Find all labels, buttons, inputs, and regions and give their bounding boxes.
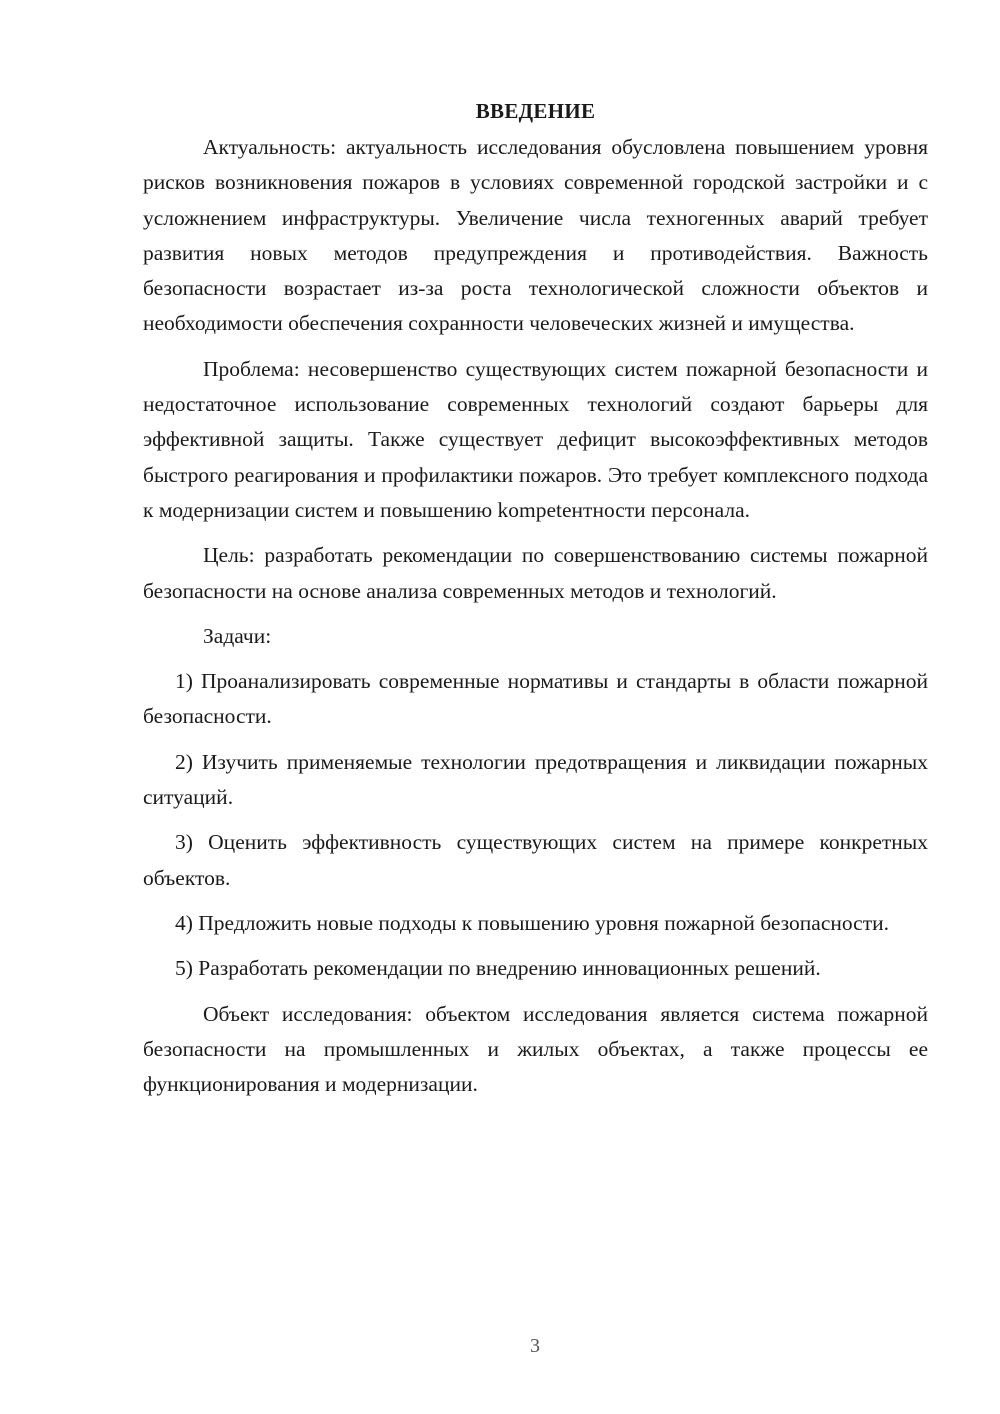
page-number: 3 (530, 1335, 540, 1357)
goal-paragraph: Цель: разработать рекомендации по совершенствованию системы пожарной безопасности на основе анализа современных методов и технологий. (143, 543, 928, 603)
task-item-4: 4) Предложить новые подходы к повышению уровня пожарной безопасности. (175, 910, 889, 935)
task-item-3: 3) Оценить эффективность существующих систем на примере конкретных объектов. (143, 830, 928, 890)
relevance-paragraph: Актуальность: актуальность исследования обусловлена повышением уровня рисков возникновения пожаров в условиях современной городской застройки и с усложнением инфраструктуры. Увеличение числа техногенных аварий требует развития новых методов предупреждения и противодействия. Важность безопасности возрастает из-за роста технологической сложности объектов и необходимости обеспечения сохранности человеческих жизней и имущества. (143, 135, 928, 336)
tasks-heading: Задачи: (203, 623, 272, 648)
problem-paragraph: Проблема: несовершенство существующих систем пожарной безопасности и недостаточное использование современных технологий создают барьеры для эффективной защиты. Также существует дефицит высокоэффективных методов быстрого реагирования и профилактики пожаров. Это требует комплексного подхода к модернизации систем и повышению kompetентности персонала. (143, 356, 928, 522)
task-item-2: 2) Изучить применяемые технологии предотвращения и ликвидации пожарных ситуаций. (143, 749, 928, 810)
document-page (143, 96, 928, 1112)
task-item-5: 5) Разработать рекомендации по внедрению инновационных решений. (175, 956, 821, 981)
task-item-1: 1) Проанализировать современные нормативы и стандарты в области пожарной безопасности. (143, 669, 928, 729)
document-title: ВВЕДЕНИЕ (475, 99, 596, 123)
research-object-paragraph: Объект исследования: объектом исследования является система пожарной безопасности на промышленных и жилых объектах, а также процессы ее функционирования и модернизации. (143, 1001, 928, 1097)
